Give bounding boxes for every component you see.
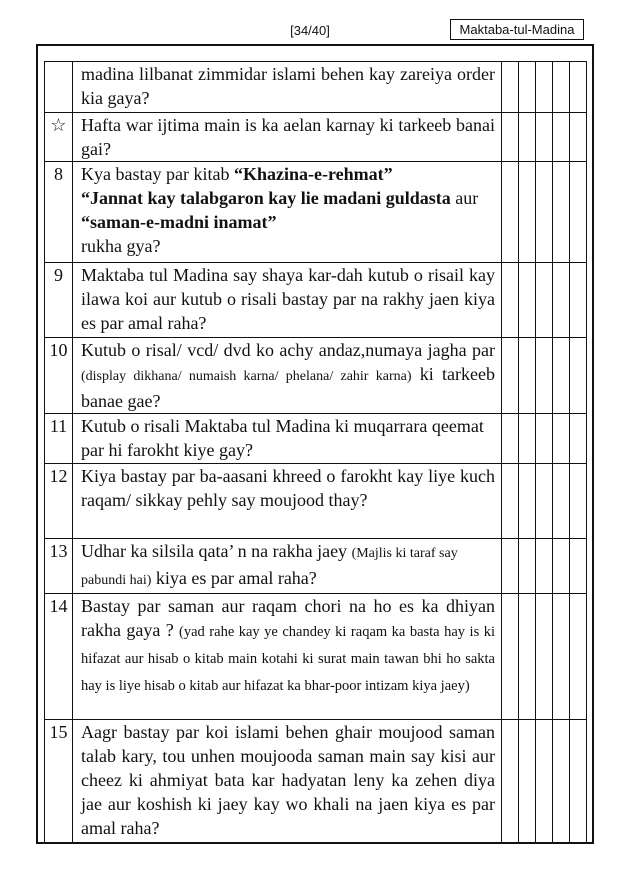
check-cell[interactable] [502,113,519,162]
row-number: 8 [45,162,73,263]
check-cell[interactable] [553,720,570,843]
question-text: kiya es par amal raha? [151,568,317,588]
row-number: 13 [45,539,73,594]
book-title: “Khazina-e-rehmat” [233,164,393,184]
check-cell[interactable] [502,539,519,594]
check-cell[interactable] [519,162,536,263]
table-row [45,539,587,594]
question-note: (display dikhana/ numaish karna/ phelana/ zahir karna) [81,369,412,384]
check-cell[interactable] [570,162,587,263]
check-cell[interactable] [553,594,570,720]
question-text: Udhar ka silsila qata’ n na rakha jaey [81,541,352,561]
question-text: ki tarkeeb banae gae? [81,364,495,411]
row-question: Hafta war ijtima main is ka aelan karnay ki tarkeeb banai gai? [73,113,502,162]
check-cell[interactable] [519,594,536,720]
table-row [45,263,587,338]
row-question: madina lilbanat zimmidar islami behen kay zareiya order kia gaya? [73,62,502,113]
check-cell[interactable] [502,62,519,113]
row-number: 9 [45,263,73,338]
row-question: Kiya bastay par ba-aasani khreed o farokht kay liye kuch raqam/ sikkay pehly say moujood thay? [73,464,502,539]
check-cell[interactable] [570,539,587,594]
check-cell[interactable] [553,162,570,263]
question-note: (Majlis ki taraf say pabundi hai) [81,546,458,588]
check-cell[interactable] [519,464,536,539]
check-cell[interactable] [502,162,519,263]
row-number: 14 [45,594,73,720]
check-cell[interactable] [519,113,536,162]
table-row [45,594,587,720]
row-number: 12 [45,464,73,539]
checklist-table [44,61,587,843]
check-cell[interactable] [536,539,553,594]
table-row [45,113,587,162]
star-icon: ☆ [45,113,73,162]
question-text: Kya bastay par kitab [81,164,234,184]
row-number: 15 [45,720,73,843]
table-row [45,464,587,539]
check-cell[interactable] [536,62,553,113]
row-number [45,62,73,113]
row-question [73,594,502,720]
check-cell[interactable] [536,263,553,338]
row-question: Maktaba tul Madina say shaya kar-dah kutub o risail kay ilawa koi aur kutub o risali bastay par na rakhy jaen kiya es par amal raha? [73,263,502,338]
check-cell[interactable] [519,338,536,414]
row-number: 10 [45,338,73,414]
check-cell[interactable] [570,594,587,720]
check-cell[interactable] [570,62,587,113]
check-cell[interactable] [502,464,519,539]
check-cell[interactable] [536,594,553,720]
row-question [73,162,502,263]
check-cell[interactable] [570,720,587,843]
row-question: Aagr bastay par koi islami behen ghair moujood saman talab kary, tou unhen moujooda saman main say kisi aur cheez ki ahmiyat bata kar hadyatan leny ka zehen diya jae aur koshish ki jaey kay wo khali na jaen kiya es par amal raha? [73,720,502,843]
question-note: (yad rahe kay ye chandey ki raqam ka basta hay is ki hifazat aur hisab o kitab main kotahi ki surat main tawan bhi ho sakta hay is liye hisab o kitab aur hifazat ka bhar-poor intizam kiya jaey) [81,624,495,694]
question-text: rukha gya? [81,236,161,256]
table-row [45,414,587,464]
row-question [73,539,502,594]
check-cell[interactable] [570,414,587,464]
row-question [73,338,502,414]
table-row [45,62,587,113]
brand-label: Maktaba-tul-Madina [450,19,584,40]
row-question: Kutub o risali Maktaba tul Madina ki muqarrara qeemat par hi farokht kiye gay? [73,414,502,464]
check-cell[interactable] [519,414,536,464]
check-cell[interactable] [553,338,570,414]
table-row [45,338,587,414]
check-cell[interactable] [502,338,519,414]
check-cell[interactable] [553,414,570,464]
check-cell[interactable] [570,338,587,414]
check-cell[interactable] [553,263,570,338]
check-cell[interactable] [502,263,519,338]
check-cell[interactable] [536,113,553,162]
check-cell[interactable] [553,464,570,539]
question-text: aur [450,188,479,208]
check-cell[interactable] [536,720,553,843]
table-row [45,162,587,263]
check-cell[interactable] [553,113,570,162]
check-cell[interactable] [502,720,519,843]
page-number: [34/40] [290,23,330,38]
question-text: Kutub o risal/ vcd/ dvd ko achy andaz,numaya jagha par [81,340,495,360]
check-cell[interactable] [536,414,553,464]
book-title: “Jannat kay talabgaron kay lie madani guldasta [81,188,451,208]
check-cell[interactable] [536,464,553,539]
check-cell[interactable] [536,338,553,414]
row-number: 11 [45,414,73,464]
check-cell[interactable] [502,594,519,720]
book-title: “saman-e-madni inamat” [81,212,277,232]
check-cell[interactable] [570,113,587,162]
check-cell[interactable] [553,62,570,113]
table-row [45,720,587,843]
question-text: Bastay par saman aur raqam chori na ho es ka dhiyan rakha gaya ? [81,596,495,640]
check-cell[interactable] [570,263,587,338]
check-cell[interactable] [536,162,553,263]
check-cell[interactable] [519,62,536,113]
check-cell[interactable] [519,263,536,338]
check-cell[interactable] [570,464,587,539]
check-cell[interactable] [519,539,536,594]
check-cell[interactable] [553,539,570,594]
check-cell[interactable] [519,720,536,843]
check-cell[interactable] [502,414,519,464]
